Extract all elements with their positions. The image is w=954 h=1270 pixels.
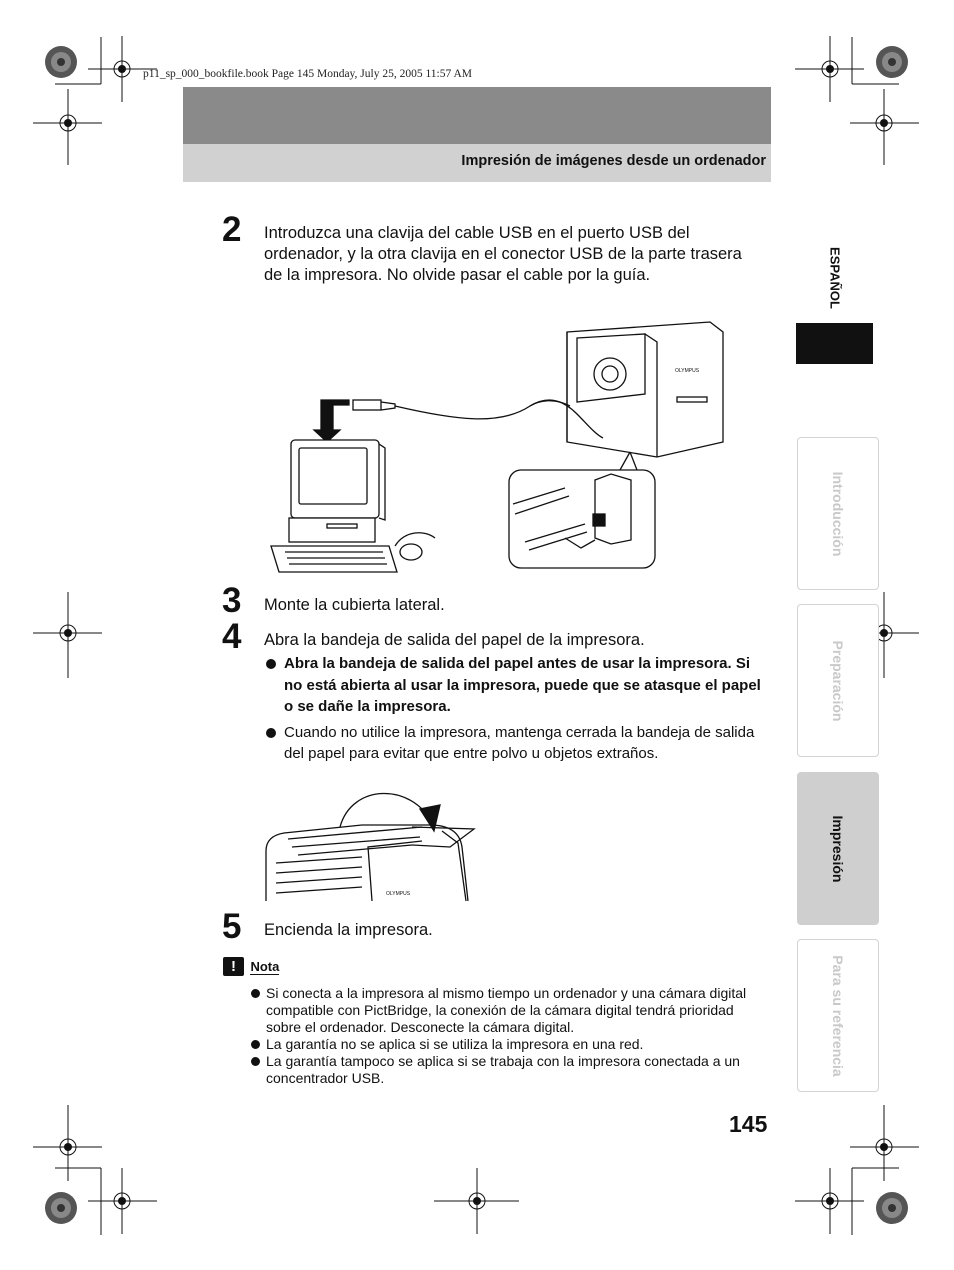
step-number: 3 (222, 581, 242, 620)
output-tray-illustration (262, 783, 477, 903)
step-text: Encienda la impresora. (264, 921, 433, 939)
step-text: Monte la cubierta lateral. (264, 596, 445, 614)
step-number: 2 (222, 210, 242, 249)
tab-label: Preparación (830, 640, 846, 721)
page-number: 145 (729, 1111, 768, 1137)
header-bar (183, 87, 771, 144)
tab-label: Para su referencia (830, 954, 846, 1077)
step-text: Abra la bandeja de salida del papel de la impresora. (264, 631, 645, 649)
step4-bullets (266, 653, 771, 769)
tab-para-su-referencia[interactable] (797, 939, 879, 1092)
tab-preparacion[interactable] (797, 604, 879, 757)
list-item: La garantía no se aplica si se utiliza la impresora en una red. (251, 1036, 771, 1053)
step-text: Introduzca una clavija del cable USB en el puerto USB del ordenador, y la otra clavija en el conector USB de la parte trasera de la impresora. No olvide pasar el cable por la guía. (264, 224, 742, 284)
usb-connection-illustration (265, 302, 700, 577)
step-number: 5 (222, 907, 242, 946)
brand-label: OLYMPUS (675, 368, 700, 374)
tab-label: Introducción (830, 471, 846, 556)
file-info: p11_sp_000_bookfile.book Page 145 Monday, July 25, 2005 11:57 AM (143, 68, 473, 80)
brand-label: OLYMPUS (386, 891, 411, 897)
note-label: Nota (250, 958, 280, 974)
tab-introduccion[interactable] (797, 437, 879, 590)
note-heading (223, 957, 279, 977)
section-title: Impresión de imágenes desde un ordenador (461, 153, 766, 169)
language-label: ESPAÑOL (827, 247, 842, 309)
tab-label: Impresión (830, 815, 846, 882)
language-marker (796, 323, 873, 364)
exclamation-icon: ! (223, 957, 244, 976)
list-item: Si conecta a la impresora al mismo tiempo un ordenador y una cámara digital compatible con PictBridge, la conexión de la cámara digital tendrá prioridad sobre el ordenador. Desconecte la cámara digital. (251, 985, 771, 1036)
list-item: Abra la bandeja de salida del papel antes de usar la impresora. Si no está abierta al usar la impresora, puede que se atasque el papel o se dañe la impresora. (266, 653, 771, 718)
note-list (251, 985, 771, 1087)
list-item: La garantía tampoco se aplica si se trabaja con la impresora conectada a un concentrador USB. (251, 1053, 771, 1087)
list-item: Cuando no utilice la impresora, mantenga cerrada la bandeja de salida del papel para evitar que entre polvo u objetos extraños. (266, 722, 771, 765)
step-number: 4 (222, 617, 242, 656)
tab-impresion[interactable] (797, 772, 879, 925)
